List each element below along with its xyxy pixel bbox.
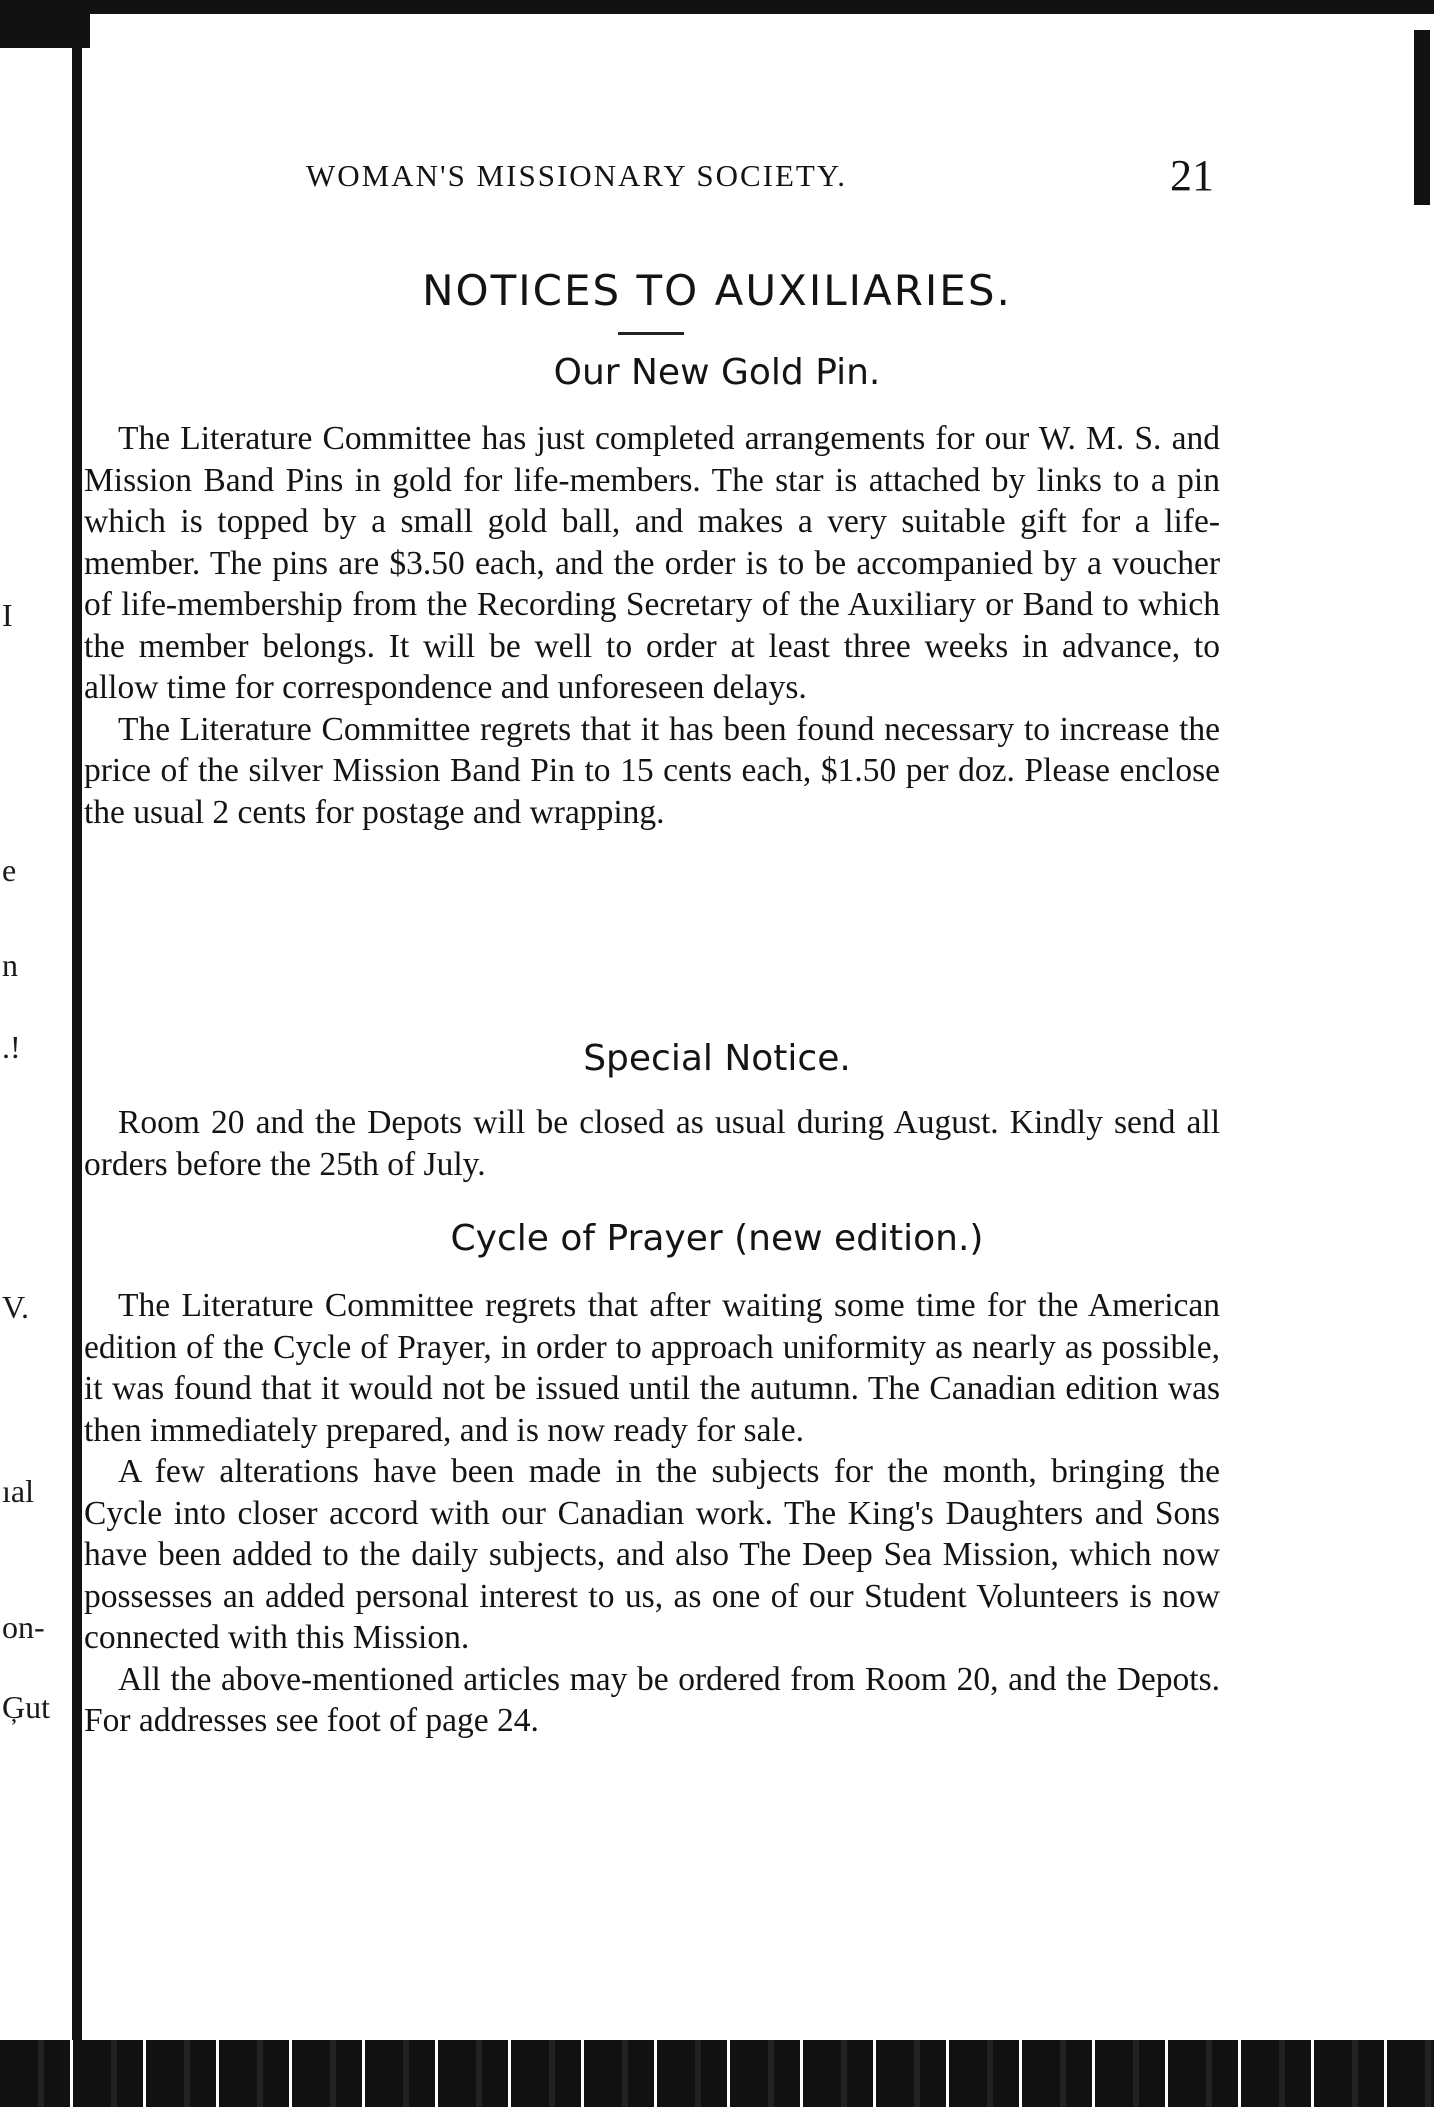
margin-fragment: n — [2, 947, 18, 983]
section-body-special-notice — [84, 1102, 1220, 1185]
paragraph: The Literature Committee has just completed arrangements for our W. M. S. and Mission Band Pins in gold for life-members. The star is attached by links to a pin which is topped by a small gold ball, and makes a very suitable gift for a life-member. The pins are $3.50 each, and the order is to be accompanied by a voucher of life-membership from the Recording Secretary of the Auxiliary or Band to which the member belongs. It will be well to order at least three weeks in advance, to allow time for correspondence and unforeseen delays. — [84, 420, 1220, 706]
margin-fragment: V. — [2, 1289, 29, 1325]
section-body-gold-pin — [84, 418, 1220, 833]
margin-fragment: ıal — [2, 1473, 34, 1509]
scan-border-top — [0, 0, 1434, 14]
margin-fragment: on- — [2, 1609, 45, 1645]
section-heading-gold-pin: Our New Gold Pin. — [553, 352, 881, 393]
margin-fragment: .! — [2, 1029, 21, 1065]
section-body-cycle-of-prayer — [84, 1285, 1220, 1742]
paragraph: All the above-mentioned articles may be ordered from Room 20, and the Depots. For addresses see foot of page 24. — [84, 1660, 1220, 1739]
paragraph: Room 20 and the Depots will be closed as usual during August. Kindly send all orders before the 25th of July. — [84, 1104, 1220, 1183]
paragraph: The Literature Committee regrets that after waiting some time for the American edition of the Cycle of Prayer, in order to approach uniformity as nearly as possible, it was found that it would not be issued until the autumn. The Canadian edition was then immediately prepared, and is now ready for sale. — [84, 1287, 1220, 1449]
section-heading-cycle-of-prayer: Cycle of Prayer (new edition.) — [450, 1218, 984, 1259]
margin-fragment: Ģut — [2, 1689, 50, 1725]
scan-edge-mark — [1414, 30, 1430, 205]
running-head: WOMAN'S MISSIONARY SOCIETY. — [306, 158, 848, 193]
page-title: NOTICES TO AUXILIARIES. — [422, 266, 1012, 315]
margin-fragment: e — [2, 852, 17, 888]
scan-border-bottom — [0, 2040, 1434, 2107]
page-number: 21 — [1170, 151, 1214, 200]
title-divider — [618, 332, 684, 335]
paragraph: A few alterations have been made in the subjects for the month, bringing the Cycle into closer accord with our Canadian work. The King's Daughters and Sons have been added to the daily subjects, and also The Deep Sea Mission, which now possesses an added personal interest to us, as one of our Student Volunteers is now connected with this Mission. — [84, 1453, 1220, 1656]
binding-edge-line — [72, 14, 82, 2054]
margin-fragment: I — [2, 597, 13, 633]
paragraph: The Literature Committee regrets that it has been found necessary to increase the price of the silver Mission Band Pin to 15 cents each, $1.50 per doz. Please enclose the usual 2 cents for postage and wrapping. — [84, 710, 1220, 831]
section-heading-special-notice: Special Notice. — [583, 1038, 851, 1079]
